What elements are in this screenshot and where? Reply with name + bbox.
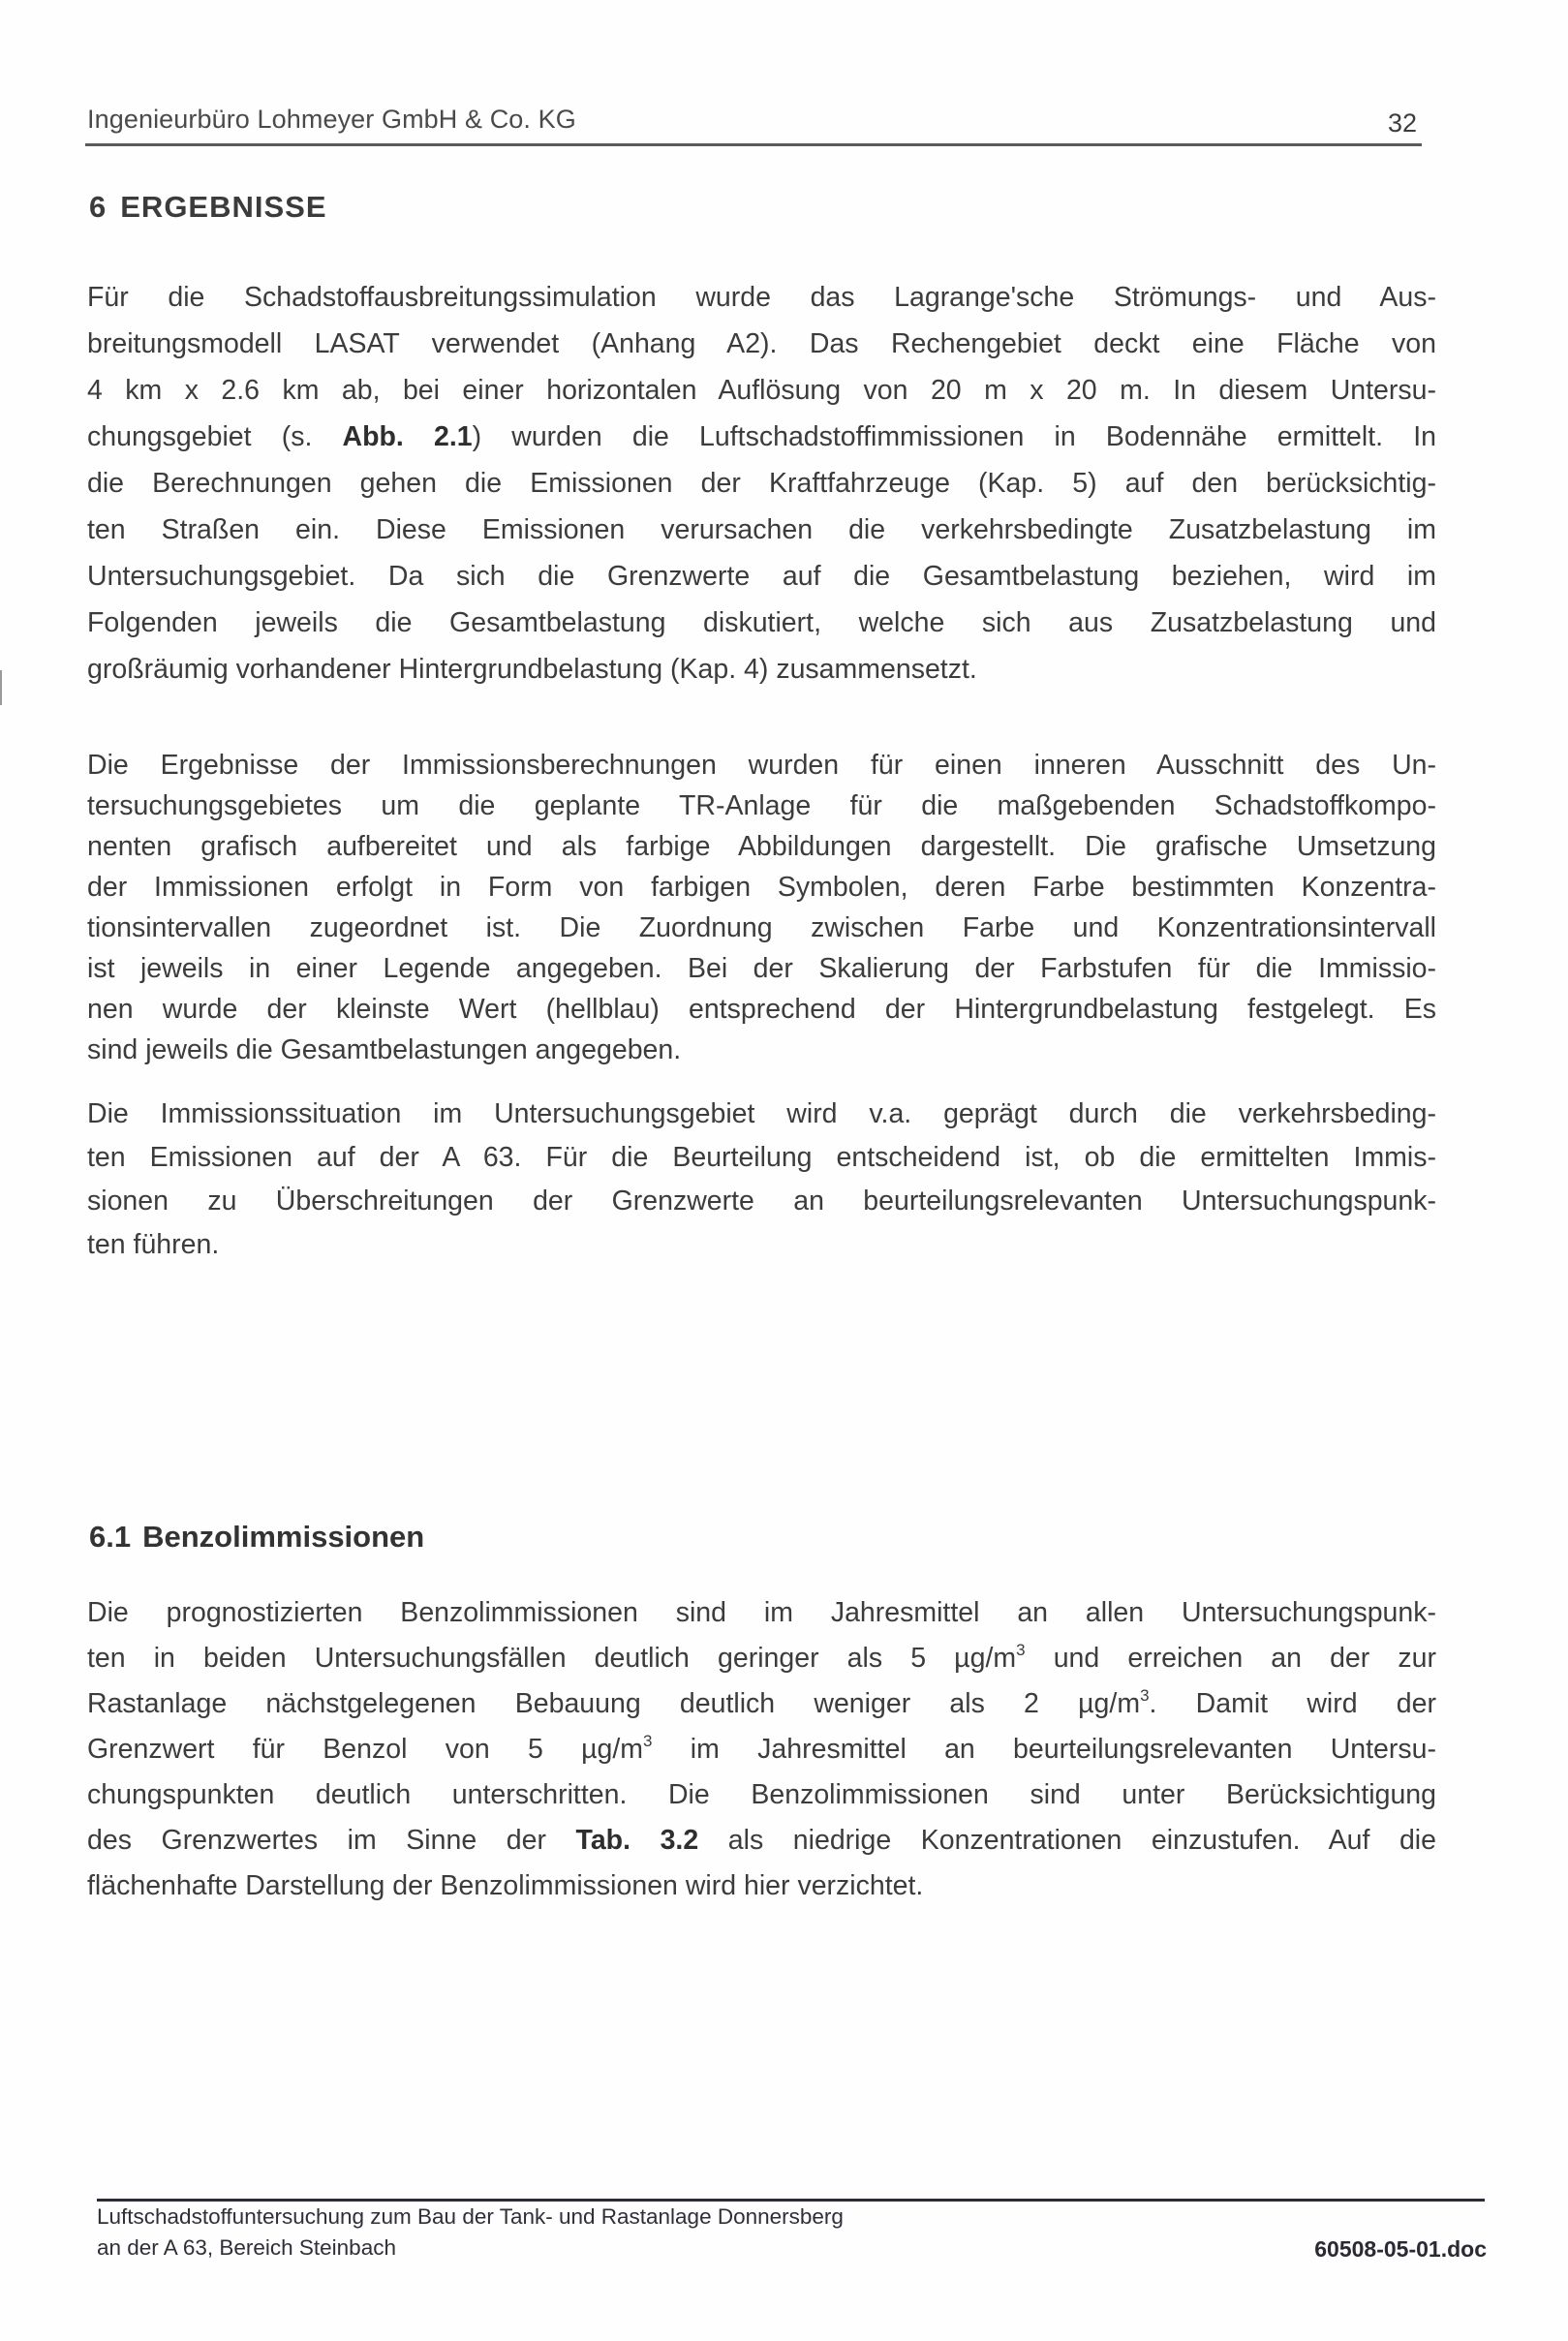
text-run: Die Ergebnisse der Immissionsberechnungen wurden für einen inneren Ausschnitt des Un- <box>87 750 1436 781</box>
paragraph-line <box>87 374 1436 407</box>
text-run: ) wurden die Luftschadstoffimmissionen in Bodennähe ermittelt. In <box>472 421 1436 452</box>
paragraph-line <box>87 871 1436 904</box>
paragraph-line <box>87 952 1436 985</box>
footer-rule <box>97 2199 1485 2202</box>
paragraph-line <box>87 1824 1436 1857</box>
paragraph-line <box>87 1097 1436 1130</box>
text-run: und erreichen an der zur <box>1025 1643 1436 1674</box>
text-run: Untersuchungsgebiet. Da sich die Grenzwerte auf die Gesamtbelastung beziehen, wird im <box>87 561 1436 592</box>
text-run: des Grenzwertes im Sinne der <box>87 1825 576 1856</box>
paragraph-line <box>87 1141 1436 1174</box>
subsection-title: Benzolimmissionen <box>142 1520 425 1554</box>
text-run: ten Emissionen auf der A 63. Für die Beurteilung entscheidend ist, ob die ermittelten Immis- <box>87 1142 1436 1173</box>
superscript: 3 <box>1140 1686 1150 1705</box>
text-run: ten Straßen ein. Diese Emissionen verursachen die verkehrsbedingte Zusatzbelastung im <box>87 514 1436 545</box>
text-run: sionen zu Überschreitungen der Grenzwerte an beurteilungsrelevanten Untersuchungspunk- <box>87 1186 1436 1217</box>
text-run: ten in beiden Untersuchungsfällen deutlich geringer als 5 µg/m <box>87 1643 1017 1674</box>
paragraph-line <box>87 911 1436 944</box>
text-run: 4 km x 2.6 km ab, bei einer horizontalen Auflösung von 20 m x 20 m. In diesem Untersu- <box>87 375 1436 406</box>
text-run: tionsintervallen zugeordnet ist. Die Zuordnung zwischen Farbe und Konzentrationsintervall <box>87 912 1436 943</box>
paragraph-line <box>87 1185 1436 1217</box>
text-run: nenten grafisch aufbereitet und als farbige Abbildungen dargestellt. Die grafische Umsetzung <box>87 831 1436 862</box>
section-heading <box>89 190 327 225</box>
subsection-number: 6.1 <box>89 1520 132 1554</box>
subsection-heading <box>89 1520 424 1555</box>
header-rule <box>85 143 1422 146</box>
paragraph-line <box>87 749 1436 782</box>
paragraph-line <box>87 1778 1436 1811</box>
superscript: 3 <box>1016 1641 1026 1659</box>
footer-title-line1: Luftschadstoffuntersuchung zum Bau der Tank- und Rastanlage Donnersberg <box>97 2204 844 2229</box>
text-run: sind jeweils die Gesamtbelastungen angegeben. <box>87 1034 682 1065</box>
text-run: flächenhafte Darstellung der Benzolimmissionen wird hier verzichtet. <box>87 1870 924 1901</box>
paragraph-line <box>87 653 1436 686</box>
text-run: Folgenden jeweils die Gesamtbelastung diskutiert, welche sich aus Zusatzbelastung und <box>87 607 1436 638</box>
text-run: ist jeweils in einer Legende angegeben. Bei der Skalierung der Farbstufen für die Immissio- <box>87 953 1436 984</box>
footer-title-line2: an der A 63, Bereich Steinbach <box>97 2235 396 2260</box>
text-run: ten führen. <box>87 1229 220 1260</box>
paragraph-line <box>87 513 1436 546</box>
text-run: als niedrige Konzentrationen einzustufen. Auf die <box>698 1825 1436 1856</box>
paragraph-line <box>87 467 1436 500</box>
text-run: Rastanlage nächstgelegenen Bebauung deutlich weniger als 2 µg/m <box>87 1688 1141 1719</box>
bold-reference: Abb. 2.1 <box>342 421 473 452</box>
superscript: 3 <box>643 1732 653 1750</box>
paragraph-line <box>87 281 1436 314</box>
text-run: der Immissionen erfolgt in Form von farbigen Symbolen, deren Farbe bestimmten Konzentra- <box>87 872 1436 903</box>
text-run: Die Immissionssituation im Untersuchungsgebiet wird v.a. geprägt durch die verkehrsbeding- <box>87 1098 1436 1129</box>
paragraph-line <box>87 1642 1436 1675</box>
paragraph-line <box>87 1733 1436 1766</box>
scan-artifact <box>0 670 2 705</box>
header-company: Ingenieurbüro Lohmeyer GmbH & Co. KG <box>87 105 576 134</box>
text-run: Grenzwert für Benzol von 5 µg/m <box>87 1734 644 1765</box>
section-number: 6 <box>89 190 108 224</box>
paragraph-line <box>87 1869 1436 1902</box>
text-run: tersuchungsgebietes um die geplante TR-Anlage für die maßgebenden Schadstoffkompo- <box>87 790 1436 821</box>
paragraph-line <box>87 606 1436 639</box>
paragraph-line <box>87 993 1436 1026</box>
footer-file-name: 60508-05-01.doc <box>1314 2236 1487 2262</box>
text-run: nen wurde der kleinste Wert (hellblau) entsprechend der Hintergrundbelastung festgelegt. Es <box>87 994 1436 1025</box>
paragraph-line <box>87 1228 1436 1261</box>
section-title: ERGEBNISSE <box>120 190 327 224</box>
paragraph-line <box>87 830 1436 863</box>
paragraph-line <box>87 420 1436 453</box>
paragraph-line <box>87 789 1436 822</box>
paragraph-line <box>87 327 1436 360</box>
text-run: im Jahresmittel an beurteilungsrelevanten Untersu- <box>652 1734 1436 1765</box>
text-run: . Damit wird der <box>1149 1688 1436 1719</box>
text-run: chungsgebiet (s. <box>87 421 343 452</box>
text-run: breitungsmodell LASAT verwendet (Anhang A2). Das Rechengebiet deckt eine Fläche von <box>87 328 1436 359</box>
paragraph-line <box>87 1033 1436 1066</box>
text-run: großräumig vorhandener Hintergrundbelastung (Kap. 4) zusammensetzt. <box>87 654 977 685</box>
text-run: Für die Schadstoffausbreitungssimulation wurde das Lagrange'sche Strömungs- und Aus- <box>87 282 1436 313</box>
paragraph-line <box>87 1596 1436 1629</box>
bold-reference: Tab. 3.2 <box>575 1825 699 1856</box>
text-run: Die prognostizierten Benzolimmissionen sind im Jahresmittel an allen Untersuchungspunk- <box>87 1597 1436 1628</box>
text-run: die Berechnungen gehen die Emissionen der Kraftfahrzeuge (Kap. 5) auf den berücksichtig- <box>87 468 1436 499</box>
paragraph-line <box>87 560 1436 593</box>
paragraph-line <box>87 1687 1436 1720</box>
page-number: 32 <box>1387 108 1417 138</box>
text-run: chungspunkten deutlich unterschritten. Die Benzolimmissionen sind unter Berücksichtigung <box>87 1779 1436 1810</box>
